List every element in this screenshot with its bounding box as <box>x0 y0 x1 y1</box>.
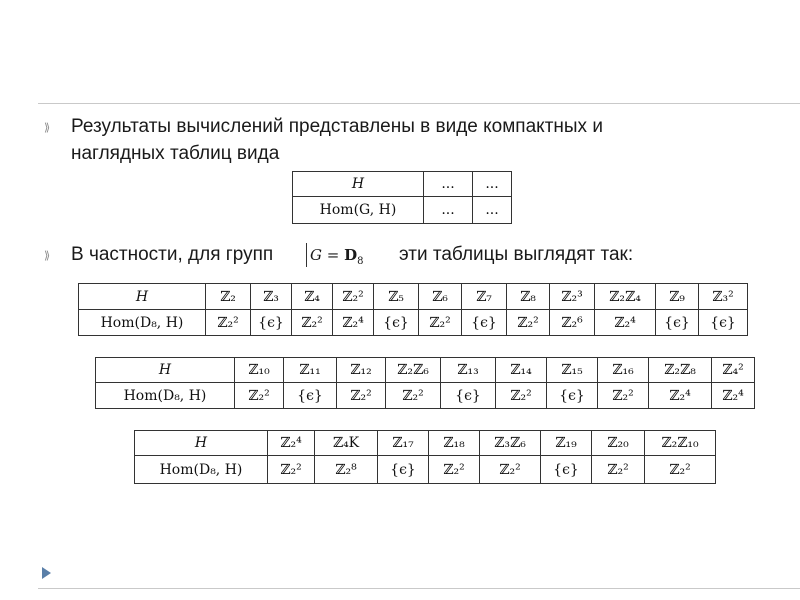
table-hom-cell: ℤ₂⁴ <box>649 383 712 409</box>
table-hom-cell: ℤ₂² <box>235 383 284 409</box>
table-header-cell: ℤ₃² <box>699 284 748 310</box>
table-hom-cell: {ϵ} <box>541 456 592 484</box>
table-hom-row <box>79 310 748 336</box>
table-hom-cell: ℤ₂² <box>386 383 441 409</box>
table-header-cell: ℤ₉ <box>656 284 699 310</box>
table-hom-cell: ℤ₂⁴ <box>595 310 656 336</box>
table-header-cell: ℤ₃ℤ₆ <box>480 431 541 456</box>
table-hom-row <box>293 197 512 224</box>
table-hom-cell: {ϵ} <box>374 310 419 336</box>
arrow-bullet-icon: ⟫ <box>44 121 51 134</box>
table-hom-cell: {ϵ} <box>462 310 507 336</box>
table-header-cell: ℤ₂ℤ₄ <box>595 284 656 310</box>
table-header-cell: ℤ₁₅ <box>547 358 598 383</box>
table-hom-cell: ℤ₂² <box>507 310 550 336</box>
table-hom-cell: Hom(D₈, H) <box>135 456 268 484</box>
bottom-divider <box>38 588 800 589</box>
table-header-cell: ℤ₁₈ <box>429 431 480 456</box>
table-hom-cell: ℤ₂² <box>419 310 462 336</box>
table-hom-cell: {ϵ} <box>441 383 496 409</box>
table-hom-cell: ℤ₂⁴ <box>333 310 374 336</box>
table-header-cell: H <box>293 172 424 197</box>
table-hom-cell: ℤ₂² <box>480 456 541 484</box>
generic-table <box>292 171 512 224</box>
table-header-cell: ℤ₂ℤ₆ <box>386 358 441 383</box>
table-hom-cell: ℤ₂⁶ <box>550 310 595 336</box>
table-hom-cell: ℤ₂² <box>592 456 645 484</box>
table-hom-cell: ... <box>424 197 473 224</box>
triangle-nav-icon[interactable] <box>42 567 51 579</box>
table-header-cell: ℤ₂₀ <box>592 431 645 456</box>
table-hom-cell: ℤ₂² <box>645 456 716 484</box>
table-header-row <box>293 172 512 197</box>
table-hom-cell: ℤ₂² <box>268 456 315 484</box>
table-hom-row <box>135 456 716 484</box>
bullet-1-line-2: наглядных таблиц вида <box>71 143 280 164</box>
table-hom-cell: ℤ₂² <box>429 456 480 484</box>
bullet-2-text-after: эти таблицы выглядят так: <box>399 244 634 265</box>
bullet-2-text-before: В частности, для групп <box>71 244 274 265</box>
table-hom-cell: ℤ₂² <box>337 383 386 409</box>
table-header-cell: ℤ₁₇ <box>378 431 429 456</box>
table-header-cell: ℤ₇ <box>462 284 507 310</box>
table-header-cell: ℤ₂³ <box>550 284 595 310</box>
table-hom-cell: {ϵ} <box>251 310 292 336</box>
table-hom-cell: ℤ₂² <box>598 383 649 409</box>
table-hom-cell: ℤ₂⁸ <box>315 456 378 484</box>
table-header-cell: ℤ₂ <box>206 284 251 310</box>
table-header-cell: ℤ₁₄ <box>496 358 547 383</box>
table-header-cell: ℤ₁₃ <box>441 358 496 383</box>
table-header-cell: ℤ₂² <box>333 284 374 310</box>
result-table-3 <box>134 430 716 484</box>
table-header-row <box>135 431 716 456</box>
table-header-cell: ℤ₁₉ <box>541 431 592 456</box>
table-header-cell: H <box>79 284 206 310</box>
bullet-1-line-1: Результаты вычислений представлены в виде компактных и <box>71 116 603 137</box>
table-header-cell: H <box>96 358 235 383</box>
table-hom-cell: ℤ₂⁴ <box>712 383 755 409</box>
table-header-cell: ℤ₄² <box>712 358 755 383</box>
formula-rhs-sub: 8 <box>357 256 364 267</box>
table-header-row <box>79 284 748 310</box>
table-hom-cell: {ϵ} <box>378 456 429 484</box>
table-hom-cell: Hom(G, H) <box>293 197 424 224</box>
table-hom-cell: ℤ₂² <box>292 310 333 336</box>
formula-lhs: G <box>310 246 322 264</box>
table-hom-cell: ℤ₂² <box>206 310 251 336</box>
table-header-cell: ℤ₂ℤ₈ <box>649 358 712 383</box>
table-header-cell: ℤ₄K <box>315 431 378 456</box>
table-hom-cell: {ϵ} <box>656 310 699 336</box>
result-table-2 <box>95 357 755 409</box>
table-header-cell: ℤ₅ <box>374 284 419 310</box>
table-header-cell: ℤ₈ <box>507 284 550 310</box>
result-table-1 <box>78 283 748 336</box>
table-hom-cell: {ϵ} <box>547 383 598 409</box>
table-hom-cell: Hom(D₈, H) <box>79 310 206 336</box>
table-header-cell: H <box>135 431 268 456</box>
formula-eq: = <box>321 246 345 264</box>
table-hom-cell: {ϵ} <box>699 310 748 336</box>
table-header-cell: ... <box>424 172 473 197</box>
inline-formula <box>306 243 390 267</box>
table-header-cell: ℤ₁₆ <box>598 358 649 383</box>
table-header-cell: ℤ₂ℤ₁₀ <box>645 431 716 456</box>
table-hom-row <box>96 383 755 409</box>
formula-rhs: D <box>344 246 358 264</box>
table-hom-cell: ... <box>473 197 512 224</box>
table-hom-cell: ℤ₂² <box>496 383 547 409</box>
table-header-cell: ℤ₂⁴ <box>268 431 315 456</box>
table-header-cell: ℤ₁₀ <box>235 358 284 383</box>
table-header-cell: ℤ₄ <box>292 284 333 310</box>
table-header-row <box>96 358 755 383</box>
top-divider <box>38 103 800 104</box>
table-header-cell: ℤ₁₁ <box>284 358 337 383</box>
table-header-cell: ℤ₃ <box>251 284 292 310</box>
table-header-cell: ℤ₁₂ <box>337 358 386 383</box>
table-hom-cell: Hom(D₈, H) <box>96 383 235 409</box>
table-header-cell: ... <box>473 172 512 197</box>
table-header-cell: ℤ₆ <box>419 284 462 310</box>
arrow-bullet-icon: ⟫ <box>44 249 51 262</box>
table-hom-cell: {ϵ} <box>284 383 337 409</box>
